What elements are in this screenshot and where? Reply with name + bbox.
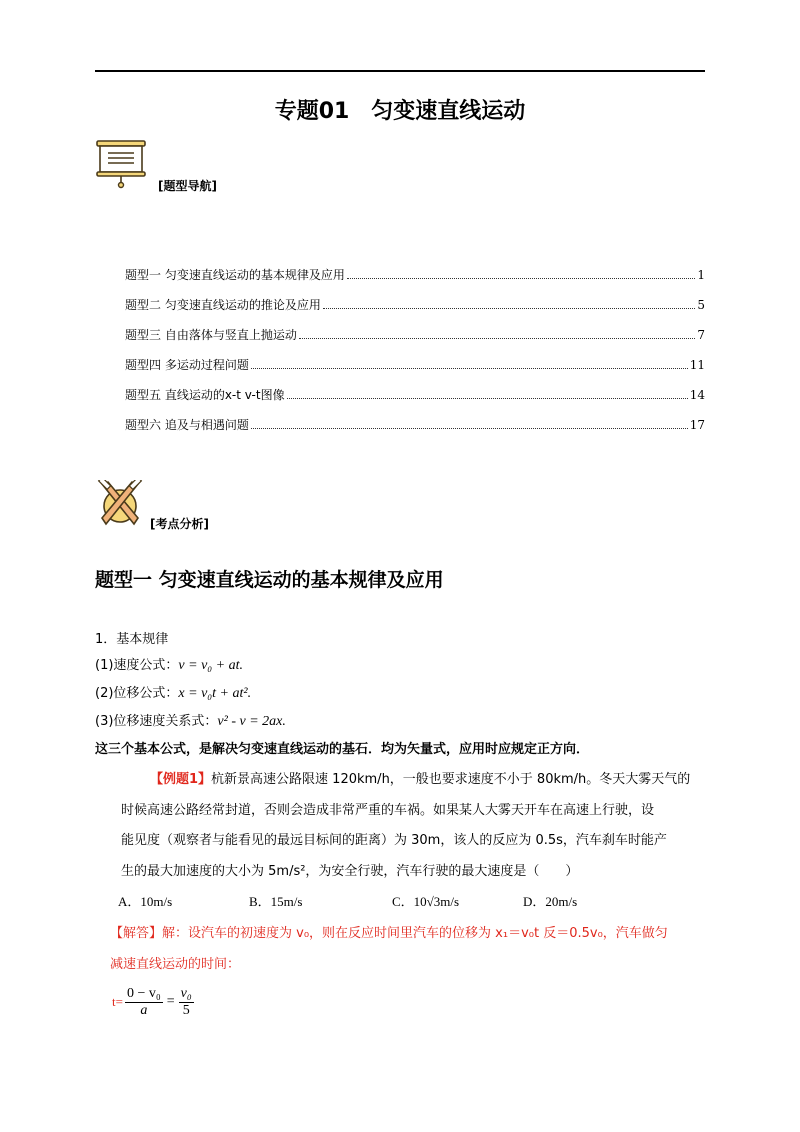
fraction-1: $\frac{\text{0 − v₀}}{a}$ (126, 985, 161, 1018)
example-line-2: 时候高速公路经常封道，否则会造成非常严重的车祸。如果某人大雾天开车在高速上行驶，设 (121, 803, 655, 818)
example-tag: 【例题1】 (150, 772, 212, 787)
header-rule (95, 70, 705, 72)
analysis-label: [考点分析] (150, 517, 209, 531)
subhead: 1．基本规律 (95, 632, 169, 647)
formula-note: 这三个基本公式，是解决匀变速直线运动的基石．均为矢量式，应用时应规定正方向． (95, 742, 590, 757)
example-line-3: 能见度（观察者与能看见的最远目标间的距离）为 30m，该人的反应为 0.5s，汽车刹车时能产 (121, 833, 667, 848)
option-c[interactable]: C．10√3m/s (392, 894, 460, 909)
option-b[interactable]: B．15m/s (249, 894, 303, 909)
toc-entry[interactable]: 题型三 自由落体与竖直上抛运动 7 (125, 328, 705, 342)
page-title: 专题01 匀变速直线运动 (274, 99, 526, 124)
answer-equation: t= $\frac{\text{0 − v₀}}{a}$ = $\frac{\text{v₀}}{5}$ (112, 985, 192, 1018)
toc-entry[interactable]: 题型五 直线运动的x-t v-t图像 14 (125, 388, 705, 402)
formula-displacement: (2)位移公式：x = v₀t + at². (95, 686, 252, 701)
answer-line-1: 【解答】解：设汽车的初速度为 v₀，则在反应时间里汽车的位移为 x₁＝v₀t 反＝0.5v₀，汽车做匀 (110, 926, 668, 941)
crossed-pencils-icon (96, 480, 144, 528)
table-of-contents (125, 252, 705, 432)
toc-entry[interactable]: 题型四 多运动过程问题 11 (125, 358, 705, 372)
option-d[interactable]: D．20m/s (523, 894, 578, 909)
option-a[interactable]: A．10m/s (118, 894, 173, 909)
example-line-4: 生的最大加速度的大小为 5m/s²，为安全行驶，汽车行驶的最大速度是（ ） (121, 864, 579, 879)
section-heading: 题型一 匀变速直线运动的基本规律及应用 (95, 569, 444, 591)
nav-label: [题型导航] (158, 179, 217, 193)
answer-line-2: 减速直线运动的时间： (110, 957, 241, 972)
example-line-1: 【例题1】杭新景高速公路限速 120km/h，一般也要求速度不小于 80km/h。冬天大雾天气的 (150, 772, 691, 787)
presentation-board-icon (95, 138, 147, 190)
toc-entry[interactable]: 题型二 匀变速直线运动的推论及应用 5 (125, 298, 705, 312)
fraction-2: $\frac{\text{v₀}}{5}$ (180, 985, 192, 1018)
formula-velocity-displacement: (3)位移速度关系式：v² - v = 2ax. (95, 714, 286, 729)
formula-velocity: (1)速度公式：v = v₀ + at. (95, 658, 244, 673)
toc-entry[interactable]: 题型六 追及与相遇问题 17 (125, 418, 705, 432)
toc-entry[interactable]: 题型一 匀变速直线运动的基本规律及应用 1 (125, 268, 705, 282)
